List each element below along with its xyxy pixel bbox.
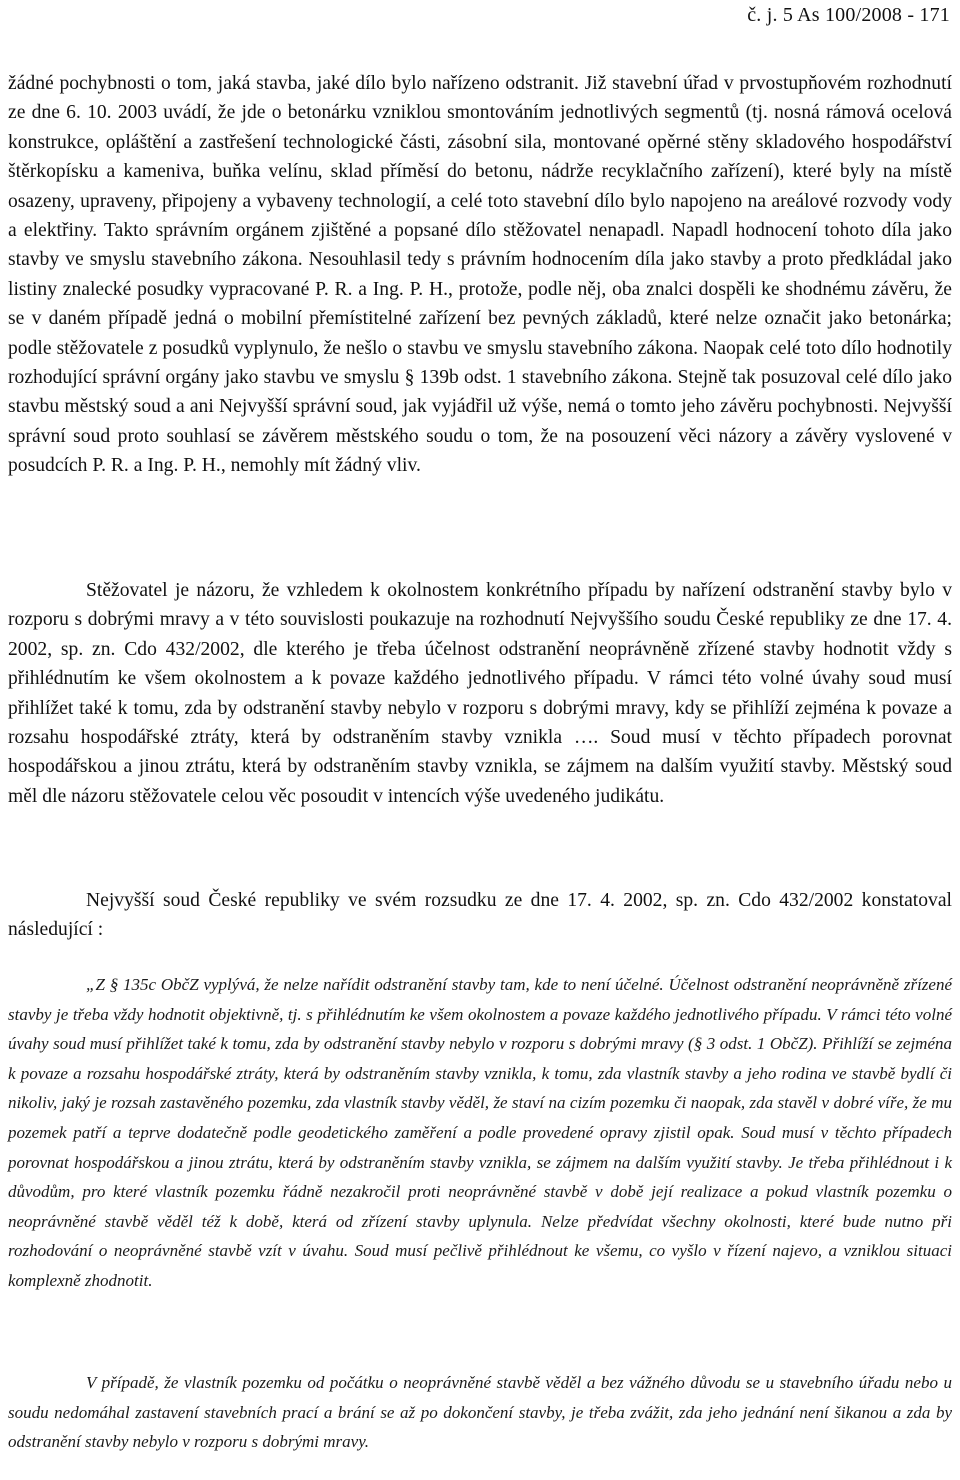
paragraph-structure-assessment: žádné pochybnosti o tom, jaká stavba, jaké dílo bylo nařízeno odstranit. Již stavební úřad v prvostupňovém rozhodnutí ze dne 6. 10. 2003 uvádí, že jde o betonárku vzniklou smontováním jednotlivých segmentů (tj. nosná rámová ocelová konstrukce, opláštění a zastřešení technologické části, zásobní sila, montované opěrné stěny skladového hospodářství štěrkopísku a kameniva, buňka velínu, sklad příměsí do betonu, nádrže recyklačního zařízení), které byly na místě osazeny, upraveny, připojeny a vybaveny technologií, a celé toto stavební dílo bylo napojeno na areálové rozvody vody a elektřiny. Takto správním orgánem zjištěné a popsané dílo stěžovatel nenapadl. Napadl hodnocení tohoto díla jako stavby ve smyslu stavebního zákona. Nesouhlasil tedy s právním hodnocením díla jako stavby a proto předkládal jako listiny znalecké posudky vypracované P. R. a Ing. P. H., protože, podle něj, oba znalci dospěli ke shodnému závěru, že se v daném případě jedná o mobilní přemístitelné zařízení bez pevných základů, které nelze označit jako betonárka; podle stěžovatele z posudků vyplynulo, že nešlo o stavbu ve smyslu stavebního zákona. Naopak celé toto dílo hodnotily rozhodující správní orgány jako stavbu ve smyslu § 139b odst. 1 stavebního zákona. Stejně tak posuzoval celé dílo jako stavbu městský soud a ani Nejvyšší správní soud, jak vyjádřil už výše, nemá o tomto jeho závěru pochybnosti. Nejvyšší správní soud proto souhlasí se závěrem městského soudu o tom, že na posouzení věci názory a závěry vyslovené v posudcích P. R. a Ing. P. H., nemohly mít žádný vliv. (8, 73, 952, 477)
quote-supreme-court-main: „Z § 135c ObčZ vyplývá, že nelze nařídit odstranění stavby tam, kde to není účelné. Účelnost odstranění neoprávněně zřízené stavby je třeba vždy hodnotit objektivně, tj. s přihlédnutím ke všem okolnostem a povaze každého jednotlivého případu. V rámci této volné úvahy soud musí přihlížet také k tomu, zda by odstranění stavby nebylo v rozporu s dobrými mravy (§ 3 odst. 1 ObčZ). Přihlíží se zejména k povaze a rozsahu hospodářské ztráty, která by odstraněním stavby vznikla, k tomu, zda vlastník stavby a jeho rodina ve stavbě bydlí či nikoliv, jaký je rozsah zastavěného pozemku, zda vlastník stavby věděl, že staví na cizím pozemku či naopak, zda stavěl v dobré víře, že mu pozemek patří a teprve dodatečně podle geodetického zaměření a podle provedené opravy zjistil opak. Soud musí v těchto případech porovnat hospodářskou a jinou ztrátu, která by odstraněním stavby vznikla, se zájmem na dalším využití stavby. Je třeba přihlédnout i k důvodům, pro které vlastník pozemku řádně nezakročil proti neoprávněné stavbě v době její realizace a pokud vlastník pozemku o neoprávněné stavbě věděl též k době, která od zřízení stavby uplynula. Nelze předvídat všechny okolnosti, které bude nutno při rozhodování o neoprávněné stavbě vzít v úvahu. Soud musí pečlivě přihlédnout ke všemu, co vyšlo v řízení najevo, a vzniklou situaci komplexně zhodnotit. (8, 975, 952, 1290)
quote-supreme-court-second: V případě, že vlastník pozemku od počátku o neoprávněné stavbě věděl a bez vážného důvodu se u stavebního úřadu nebo u soudu nedomáhal zastavení stavebních prací a brání se až po dokončení stavby, je třeba zvážit, zda jeho jednání není šikanou a zda by odstranění stavby nebylo v rozporu s dobrými mravy. (8, 1373, 952, 1452)
paragraph-complainant-argument: Stěžovatel je názoru, že vzhledem k okolnostem konkrétního případu by nařízení odstranění stavby bylo v rozporu s dobrými mravy a v této souvislosti poukazuje na rozhodnutí Nejvyššího soudu České republiky ze dne 17. 4. 2002, sp. zn. Cdo 432/2002, dle kterého je třeba účelnost odstranění neoprávněně zřízené stavby hodnotit vždy s přihlédnutím ke všem okolnostem a k povaze každého jednotlivého případu. V rámci této volné úvahy soud musí přihlížet také k tomu, zda by odstranění stavby nebylo v rozporu s dobrými mravy, kdy se přihlíží zejména k povaze a rozsahu hospodářské ztráty, která by odstraněním stavby vznikla …. Soud musí v těchto případech porovnat hospodářskou a jinou ztrátu, která by odstraněním stavby vznikla, se zájmem na dalším využití stavby. Městský soud měl dle názoru stěžovatele celou věc posoudit v intencích výše uvedeného judikátu. (8, 580, 952, 807)
case-reference: č. j. 5 As 100/2008 - 171 (747, 4, 950, 26)
paragraph-supreme-court-intro: Nejvyšší soud České republiky ve svém rozsudku ze dne 17. 4. 2002, sp. zn. Cdo 432/2002 konstatoval následující : (8, 890, 952, 941)
